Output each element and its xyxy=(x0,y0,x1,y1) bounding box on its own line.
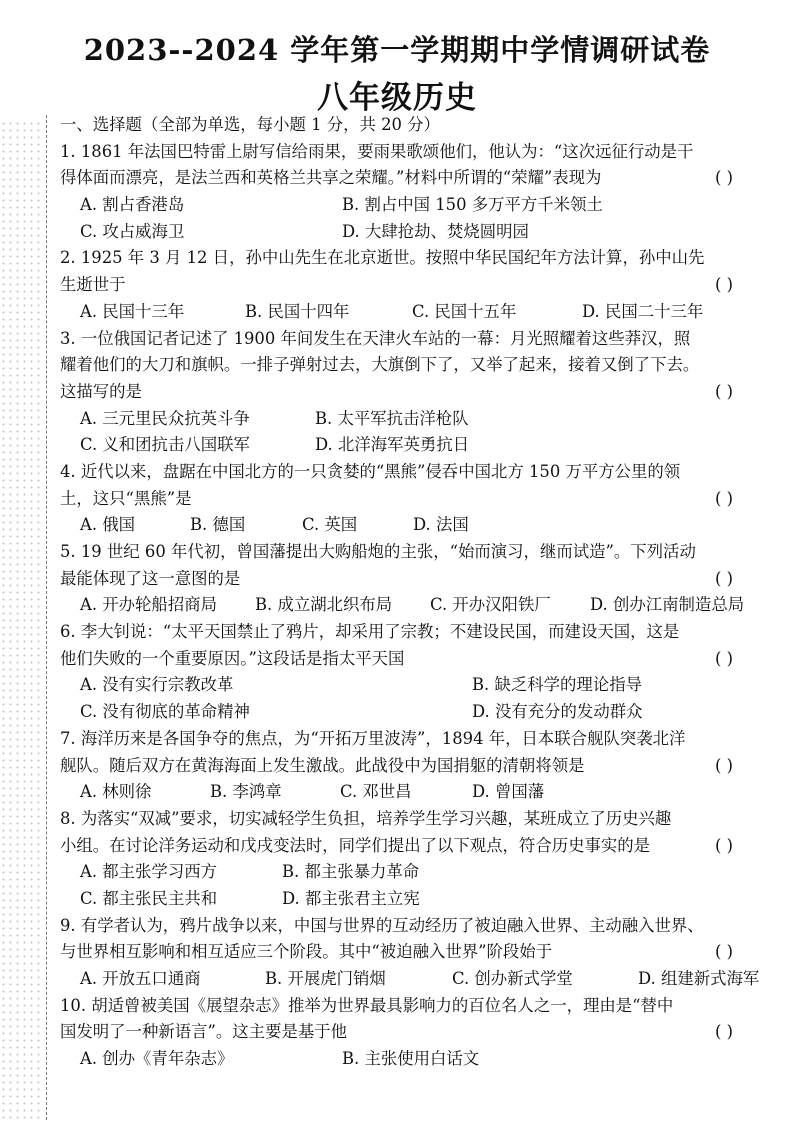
question-stem-line: 4. 近代以来，盘踞在中国北方的一只贪婪的“黑熊”侵吞中国北方 150 万平方公里的领 xyxy=(60,461,681,481)
answer-blank[interactable]: ( ) xyxy=(715,1022,733,1042)
option-c: C. 邓世昌 xyxy=(340,782,412,802)
option-b: B. 成立湖北织布局 xyxy=(255,595,393,615)
option-a: A. 民国十三年 xyxy=(80,301,185,321)
option-d: D. 没有充分的发动群众 xyxy=(472,702,643,722)
option-c: C. 没有彻底的革命精神 xyxy=(80,702,250,722)
question-stem-line: 耀着他们的大刀和旗帜。一排子弹射过去，大旗倒下了，又举了起来，接着又倒了下去。 xyxy=(60,355,700,375)
option-b: B. 都主张暴力革命 xyxy=(282,862,420,882)
binding-margin-dots xyxy=(0,120,40,1123)
option-a: A. 割占香港岛 xyxy=(80,195,185,215)
option-a: A. 林则徐 xyxy=(80,782,152,802)
option-d: D. 民国二十三年 xyxy=(582,301,704,321)
question-stem-line: 生逝世于 xyxy=(60,275,126,295)
option-c: C. 都主张民主共和 xyxy=(80,888,218,908)
option-d: D. 组建新式海军 xyxy=(638,969,760,988)
answer-blank[interactable]: ( ) xyxy=(715,942,733,962)
answer-blank[interactable]: ( ) xyxy=(715,755,733,775)
option-d: D. 曾国藩 xyxy=(472,782,545,802)
question-stem-line: 他们失败的一个重要原因。”这段话是指太平天国 xyxy=(60,648,405,668)
answer-blank[interactable]: ( ) xyxy=(715,168,733,188)
option-a: A. 没有实行宗教改革 xyxy=(80,675,234,695)
question-stem-line: 土，这只“黑熊”是 xyxy=(60,488,192,508)
question-stem-line: 最能体现了这一意图的是 xyxy=(60,568,241,588)
option-c: C. 攻占威海卫 xyxy=(80,221,185,241)
option-a: A. 开放五口通商 xyxy=(80,969,201,988)
answer-blank[interactable]: ( ) xyxy=(715,275,733,295)
exam-title: 2023--2024 学年第一学期期中学情调研试卷 xyxy=(83,33,711,67)
option-c: C. 开办汉阳铁厂 xyxy=(430,595,551,615)
question-2 xyxy=(60,245,782,325)
option-a: A. 俄国 xyxy=(80,515,136,535)
question-stem-line: 与世界相互影响和相互适应三个阶段。其中“被迫融入世界”阶段始于 xyxy=(60,942,553,962)
question-6 xyxy=(60,619,782,726)
question-stem-line: 小组。在讨论洋务运动和戊戌变法时，同学们提出了以下观点，符合历史事实的是 xyxy=(60,835,651,855)
answer-blank[interactable]: ( ) xyxy=(715,488,733,508)
question-stem-line: 3. 一位俄国记者记述了 1900 年间发生在天津火车站的一幕：月光照耀着这些莽汉，照 xyxy=(60,328,691,348)
option-a: A. 创办《青年杂志》 xyxy=(80,1049,234,1069)
question-8 xyxy=(60,806,782,913)
exam-subject: 八年级历史 xyxy=(317,80,477,116)
binding-cut-line xyxy=(46,115,47,1120)
option-d: D. 北洋海军英勇抗日 xyxy=(315,435,470,455)
answer-blank[interactable]: ( ) xyxy=(715,381,733,401)
option-c: C. 义和团抗击八国联军 xyxy=(80,435,250,455)
exam-content xyxy=(60,112,782,1073)
question-9 xyxy=(60,913,782,993)
answer-blank[interactable]: ( ) xyxy=(715,835,733,855)
question-stem-line: 1. 1861 年法国巴特雷上尉写信给雨果，要雨果歌颂他们，他认为：“这次远征行动是干 xyxy=(60,141,694,161)
question-stem-line: 2. 1925 年 3 月 12 日，孙中山先生在北京逝世。按照中华民国纪年方法计算，孙中山先 xyxy=(60,248,705,268)
option-b: B. 开展虎门销烟 xyxy=(265,969,386,988)
option-c: C. 民国十五年 xyxy=(412,301,517,321)
option-c: C. 英国 xyxy=(302,515,358,535)
answer-blank[interactable]: ( ) xyxy=(715,568,733,588)
question-stem-line: 10. 胡适曾被美国《展望杂志》推举为世界最具影响力的百位名人之一，理由是“替中 xyxy=(60,995,674,1015)
option-b: B. 太平军抗击洋枪队 xyxy=(315,408,469,428)
option-c: C. 创办新式学堂 xyxy=(452,969,573,988)
question-stem-line: 5. 19 世纪 60 年代初，曾国藩提出大购船炮的主张，“始而演习，继而试造”。下列活动 xyxy=(60,542,696,561)
question-stem-line: 9. 有学者认为，鸦片战争以来，中国与世界的互动经历了被迫融入世界、主动融入世界、 xyxy=(60,915,704,935)
option-d: D. 都主张君主立宪 xyxy=(282,888,420,908)
option-d: D. 大肆抢劫、焚烧圆明园 xyxy=(342,221,529,241)
option-b: B. 李鸿章 xyxy=(210,782,282,802)
answer-blank[interactable]: ( ) xyxy=(715,648,733,668)
question-stem-line: 舰队。随后双方在黄海海面上发生激战。此战役中为国捐躯的清朝将领是 xyxy=(60,755,585,775)
question-stem-line: 6. 李大钊说：“太平天国禁止了鸦片，却采用了宗教；不建设民国，而建设天国，这是 xyxy=(60,622,680,642)
question-5 xyxy=(60,539,782,619)
option-d: D. 法国 xyxy=(413,515,469,535)
question-1 xyxy=(60,139,782,246)
option-a: A. 开办轮船招商局 xyxy=(80,595,217,615)
question-stem-line: 得体面而漂亮，是法兰西和英格兰共享之荣耀。”材料中所谓的“荣耀”表现为 xyxy=(60,168,602,188)
question-stem-line: 8. 为落实“双减”要求，切实减轻学生负担，培养学生学习兴趣，某班成立了历史兴趣 xyxy=(60,808,672,828)
question-stem-line: 这描写的是 xyxy=(60,381,142,401)
question-4 xyxy=(60,459,782,539)
question-3 xyxy=(60,326,782,459)
option-a: A. 都主张学习西方 xyxy=(80,862,217,882)
question-stem-line: 国发明了一种新语言”。这主要是基于他 xyxy=(60,1022,348,1042)
option-b: B. 割占中国 150 多万平方千米领土 xyxy=(342,195,603,215)
option-b: B. 主张使用白话文 xyxy=(342,1049,480,1069)
option-b: B. 德国 xyxy=(190,515,246,535)
option-d: D. 创办江南制造总局 xyxy=(590,595,745,615)
section-heading: 一、选择题（全部为单选，每小题 1 分，共 20 分） xyxy=(60,115,440,134)
option-a: A. 三元里民众抗英斗争 xyxy=(80,408,250,428)
option-b: B. 民国十四年 xyxy=(245,301,350,321)
option-b: B. 缺乏科学的理论指导 xyxy=(472,675,642,695)
question-stem-line: 7. 海洋历来是各国争夺的焦点，为“开拓万里波涛”，1894 年，日本联合舰队突袭北洋 xyxy=(60,728,686,748)
question-10 xyxy=(60,993,782,1073)
question-7 xyxy=(60,726,782,806)
